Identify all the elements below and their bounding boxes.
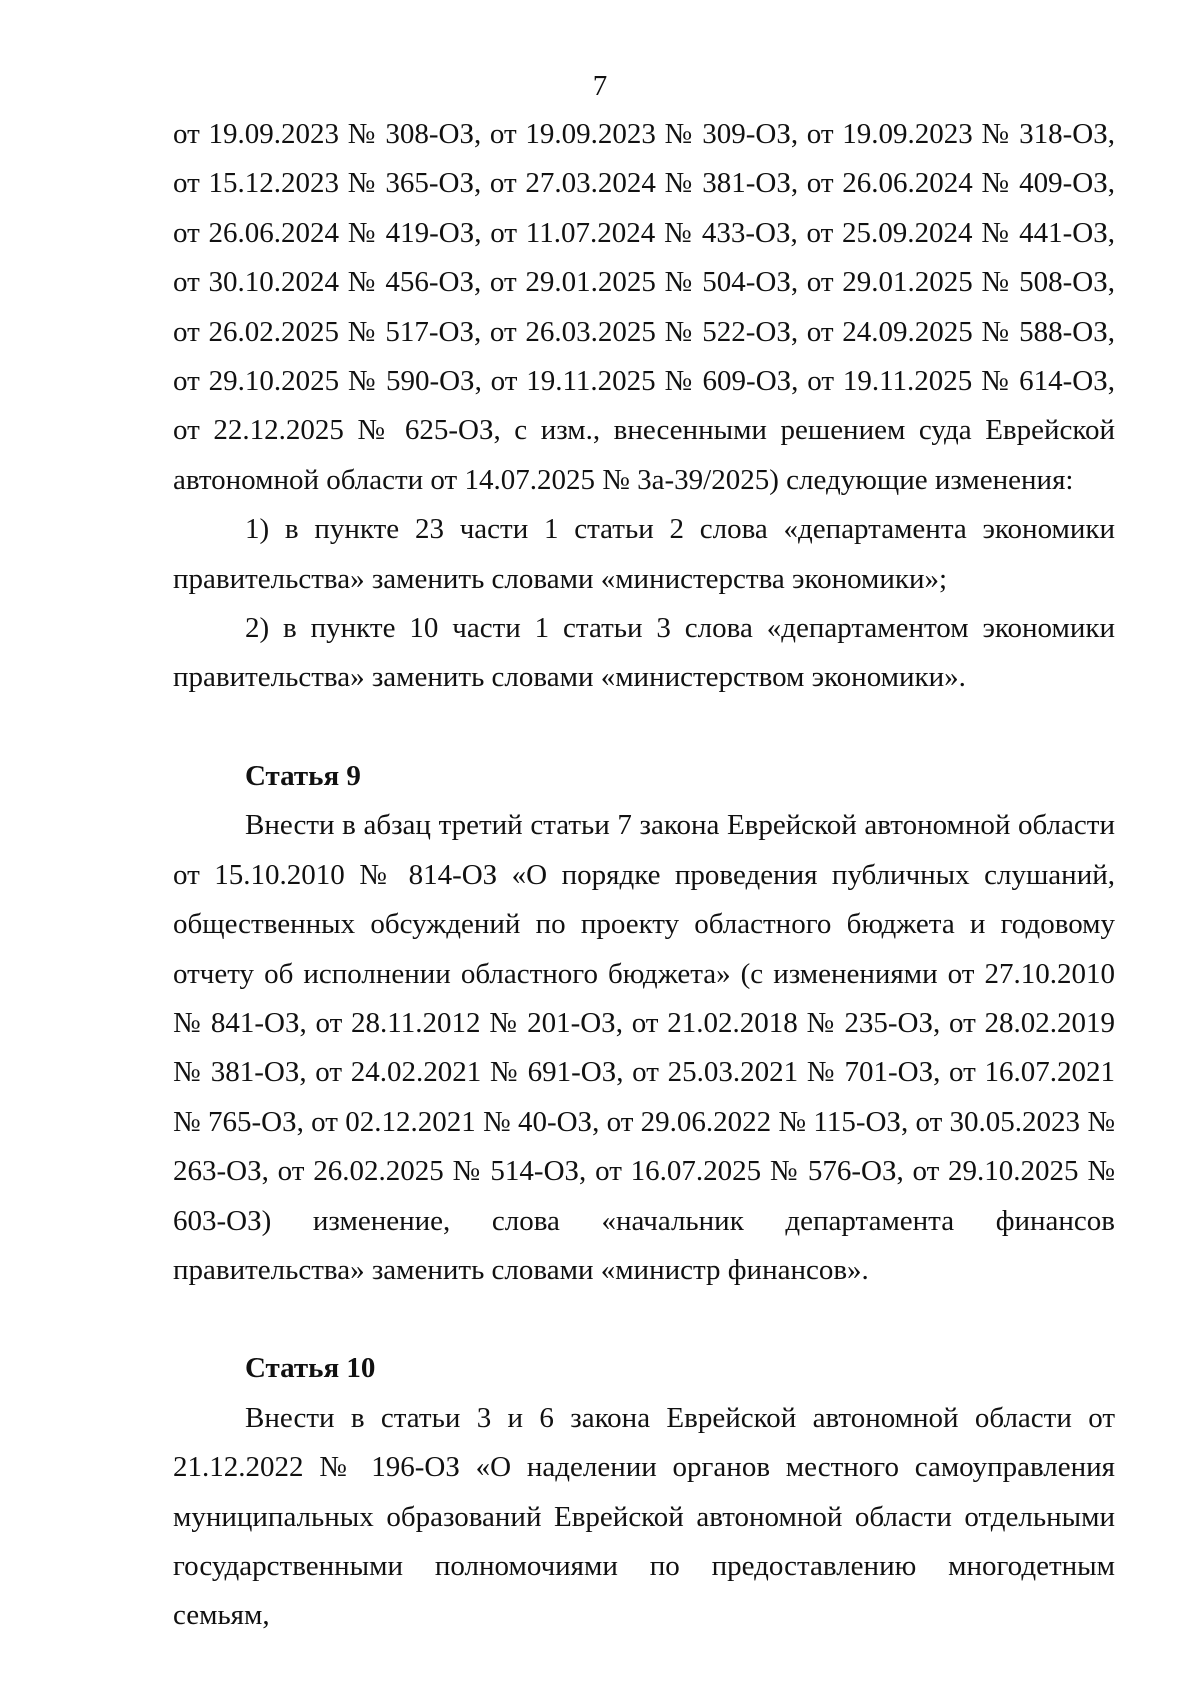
article-10-heading: Статья 10 [245,1352,376,1385]
amendment-item-1: 1) в пункте 23 части 1 статьи 2 слова «департамента экономики правительства» заменить словами «министерства экономики»; [173,513,1115,595]
article-9-heading: Статья 9 [245,759,361,792]
intro-paragraph: от 19.09.2023 № 308-ОЗ, от 19.09.2023 № 309-ОЗ, от 19.09.2023 № 318-ОЗ, от 15.12.2023 № 365-ОЗ, от 27.03.2024 № 381-ОЗ, от 26.06.2024 № 409-ОЗ, от 26.06.2024 № 419-ОЗ, от 11.07.2024 № 433-ОЗ, от 25.09.2024 № 441-ОЗ, от 30.10.2024 № 456-ОЗ, от 29.01.2025 № 504-ОЗ, от 29.01.2025 № 508-ОЗ, от 26.02.2025 № 517-ОЗ, от 26.03.2025 № 522-ОЗ, от 24.09.2025 № 588-ОЗ, от 29.10.2025 № 590-ОЗ, от 19.11.2025 № 609-ОЗ, от 19.11.2025 № 614-ОЗ, от 22.12.2025 № 625-ОЗ, с изм., внесенными решением суда Еврейской автономной области от 14.07.2025 № 3а-39/2025) следующие изменения: [173,118,1115,496]
section-spacer [173,1295,1115,1344]
page-number: 7 [592,70,608,102]
section-spacer [173,703,1115,752]
article-9-paragraph: Внести в абзац третий статьи 7 закона Еврейской автономной области от 15.10.2010 № 814-ОЗ «О порядке проведения публичных слушаний, общественных обсуждений по проекту областного бюджета и годовому отчету об исполнении областного бюджета» (с изменениями от 27.10.2010 № 841-ОЗ, от 28.11.2012 № 201-ОЗ, от 21.02.2018 № 235-ОЗ, от 28.02.2019 № 381-ОЗ, от 24.02.2021 № 691-ОЗ, от 25.03.2021 № 701-ОЗ, от 16.07.2021 № 765-ОЗ, от 02.12.2021 № 40-ОЗ, от 29.06.2022 № 115-ОЗ, от 30.05.2023 № 263-ОЗ, от 26.02.2025 № 514-ОЗ, от 16.07.2025 № 576-ОЗ, от 29.10.2025 № 603-ОЗ) изменение, слова «начальник департамента финансов правительства» заменить словами «министр финансов». [173,809,1115,1286]
document-body [173,110,1115,1641]
amendment-item-2: 2) в пункте 10 части 1 статьи 3 слова «департаментом экономики правительства» заменить словами «министерством экономики». [173,612,1115,694]
article-10-paragraph: Внести в статьи 3 и 6 закона Еврейской автономной области от 21.12.2022 № 196-ОЗ «О наделении органов местного самоуправления муниципальных образований Еврейской автономной области отдельными государственными полномочиями по предоставлению многодетным семьям, [173,1401,1115,1632]
